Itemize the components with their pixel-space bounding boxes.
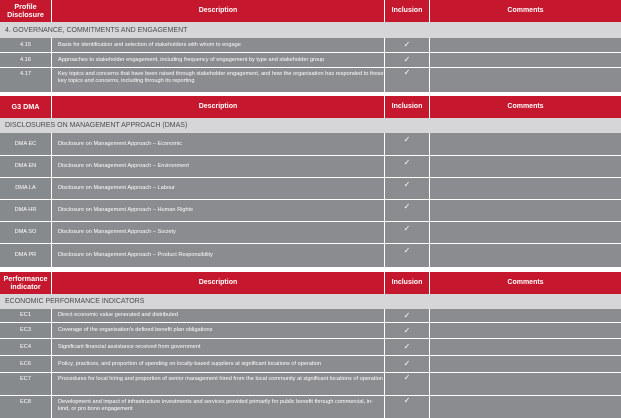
row-comments (430, 244, 621, 267)
check-icon: ✓ (403, 55, 411, 64)
row-description: Approaches to stakeholder engagement, including frequency of engagement by type and stakeholder group (52, 53, 385, 67)
header-col-description: Description (52, 96, 385, 118)
row-description: Procedures for local hiring and proportion of senior management hired from the local community at significant locations of operation (52, 373, 385, 395)
row-comments (430, 323, 621, 338)
check-icon: ✓ (403, 396, 411, 405)
header-col-description: Description (52, 272, 385, 294)
header-col-description: Description (52, 0, 385, 22)
table-row (0, 200, 621, 222)
row-code: DMA HR (0, 200, 52, 221)
row-code: EC7 (0, 373, 52, 395)
header-col-comments: Comments (430, 0, 621, 22)
row-description: Disclosure on Management Approach – Economic (52, 133, 385, 155)
header-col-inclusion: Inclusion (385, 0, 430, 22)
check-icon: ✓ (403, 180, 411, 189)
row-description: Disclosure on Management Approach – Environment (52, 156, 385, 177)
section-title: DISCLOSURES ON MANAGEMENT APPROACH (DMAS) (0, 118, 621, 134)
row-description: Disclosure on Management Approach – Human Rights (52, 200, 385, 221)
table-row (0, 68, 621, 93)
table-row (0, 133, 621, 156)
row-comments (430, 309, 621, 322)
check-icon: ✓ (403, 158, 411, 167)
row-code: DMA PR (0, 244, 52, 267)
table-header (0, 272, 621, 294)
row-comments (430, 68, 621, 92)
table-row (0, 178, 621, 200)
header-col-code: Performance indicator (0, 272, 52, 294)
row-comments (430, 38, 621, 52)
row-code: EC3 (0, 323, 52, 338)
check-icon: ✓ (403, 359, 411, 368)
row-comments (430, 373, 621, 395)
row-comments (430, 156, 621, 177)
row-code: EC6 (0, 356, 52, 372)
table-row (0, 396, 621, 418)
check-icon: ✓ (403, 373, 411, 382)
check-icon: ✓ (403, 202, 411, 211)
row-code: 4.17 (0, 68, 52, 92)
row-description: Disclosure on Management Approach – Product Responsibility (52, 244, 385, 267)
row-description: Disclosure on Management Approach – Labour (52, 178, 385, 199)
header-col-comments: Comments (430, 96, 621, 118)
row-description: Basis for identification and selection of stakeholders with whom to engage (52, 38, 385, 52)
row-comments (430, 222, 621, 243)
check-icon: ✓ (403, 135, 411, 144)
table-row (0, 38, 621, 53)
row-comments (430, 396, 621, 418)
row-comments (430, 356, 621, 372)
row-description: Key topics and concerns that have been raised through stakeholder engagement, and how the organisation has responded to those key topics and concerns, including through its reporting (52, 68, 385, 92)
section-title: 4. GOVERNANCE, COMMITMENTS AND ENGAGEMENT (0, 22, 621, 39)
row-description: Significant financial assistance received from government (52, 339, 385, 355)
row-code: DMA SO (0, 222, 52, 243)
row-code: DMA EC (0, 133, 52, 155)
row-comments (430, 133, 621, 155)
table-header (0, 96, 621, 118)
table-row (0, 309, 621, 323)
row-description: Direct economic value generated and distributed (52, 309, 385, 322)
check-icon: ✓ (403, 224, 411, 233)
row-description: Development and impact of infrastructure investments and services provided primarily for public benefit through commercial, in-kind, or pro bono engagement (52, 396, 385, 418)
header-col-code: Profile Disclosure (0, 0, 52, 22)
row-description: Coverage of the organisation's defined benefit plan obligations (52, 323, 385, 338)
row-code: 4.15 (0, 38, 52, 52)
table-row (0, 373, 621, 396)
header-col-inclusion: Inclusion (385, 272, 430, 294)
row-description: Disclosure on Management Approach – Society (52, 222, 385, 243)
table-row (0, 356, 621, 373)
check-icon: ✓ (403, 310, 411, 320)
table-row (0, 222, 621, 244)
row-comments (430, 178, 621, 199)
check-icon: ✓ (403, 246, 411, 255)
row-code: EC4 (0, 339, 52, 355)
row-code: DMA EN (0, 156, 52, 177)
check-icon: ✓ (403, 40, 411, 49)
row-code: 4.16 (0, 53, 52, 67)
header-col-comments: Comments (430, 272, 621, 294)
row-comments (430, 339, 621, 355)
check-icon: ✓ (403, 68, 411, 77)
check-icon: ✓ (403, 342, 411, 351)
table-row (0, 339, 621, 356)
section-title: ECONOMIC PERFORMANCE INDICATORS (0, 294, 621, 310)
table-row (0, 53, 621, 68)
row-comments (430, 200, 621, 221)
row-description: Policy, practices, and proportion of spending on locally-based suppliers at significant locations of operation (52, 356, 385, 372)
row-code: EC1 (0, 309, 52, 322)
table-header (0, 0, 621, 22)
check-icon: ✓ (403, 325, 411, 335)
table-row (0, 323, 621, 339)
table-row (0, 156, 621, 178)
row-comments (430, 53, 621, 67)
row-code: EC8 (0, 396, 52, 418)
row-code: DMA LA (0, 178, 52, 199)
header-col-inclusion: Inclusion (385, 96, 430, 118)
header-col-code: G3 DMA (0, 96, 52, 118)
table-row (0, 244, 621, 268)
